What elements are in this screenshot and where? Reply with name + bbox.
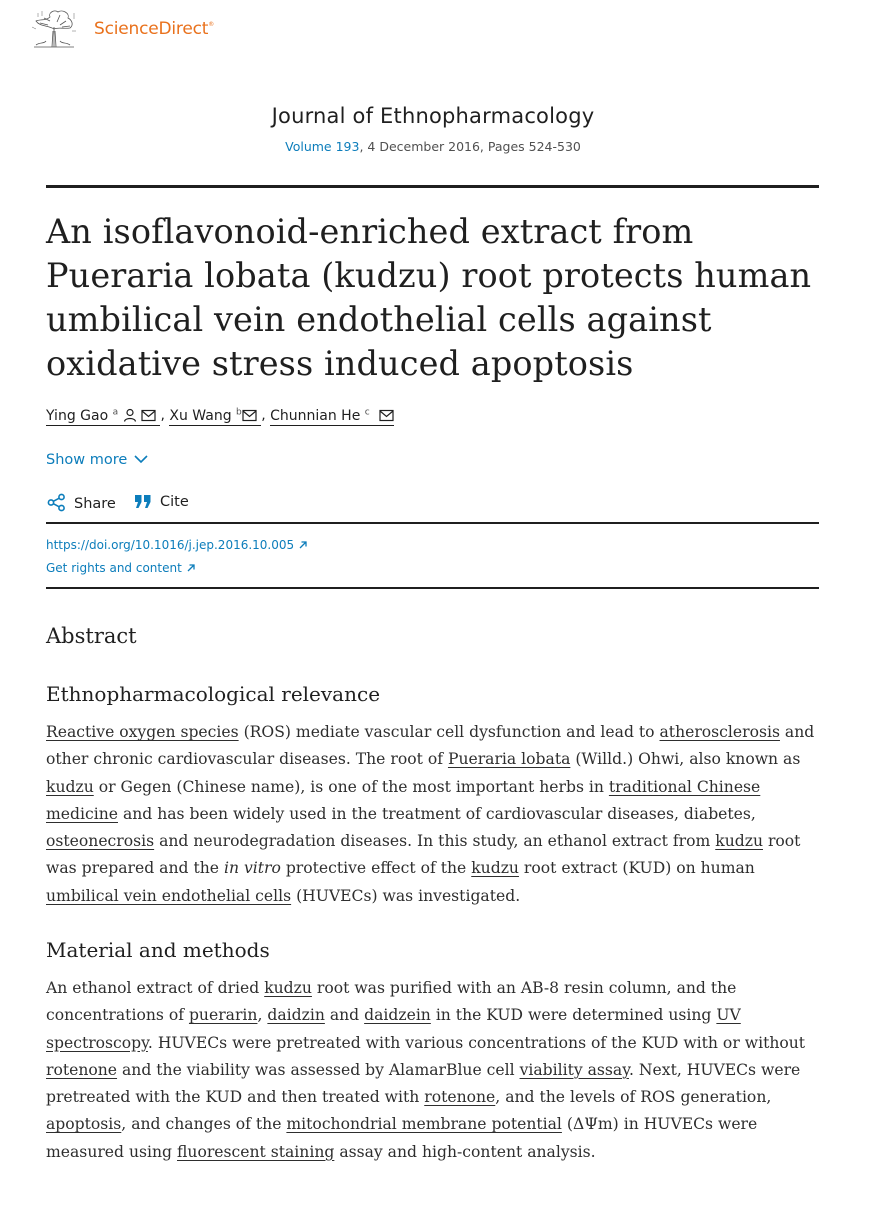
author-name: Xu Wang [169,407,232,424]
body-text: , and changes of the [121,1115,287,1134]
term-link[interactable]: kudzu [715,832,763,851]
term-link[interactable]: rotenone [46,1060,118,1079]
body-text: root was purified with an AB-8 resin column, and the concentrations of [46,979,737,1025]
cite-button[interactable] [134,493,189,510]
body-text: , and the levels of ROS generation, [495,1088,772,1107]
person-icon [123,408,137,422]
show-more-label: Show more [46,452,128,468]
author-link[interactable] [169,408,261,426]
toolbar-divider [46,522,819,524]
body-text: (Willd.) Ohwi, also known as [570,750,801,769]
links-divider [46,587,819,589]
term-link[interactable]: viability assay [519,1060,629,1079]
journal-title[interactable]: Journal of Ethnopharmacology [271,104,595,128]
body-text: assay and high-content analysis. [334,1142,596,1161]
body-text: , [257,1006,268,1025]
header-divider [46,185,819,188]
term-link[interactable]: kudzu [46,777,94,796]
show-more-button[interactable] [46,451,149,468]
author-link[interactable] [270,408,394,426]
term-link[interactable]: Reactive oxygen species [46,723,239,741]
affiliation-mark: a [112,407,119,417]
body-text: and [324,1006,365,1025]
rights-link[interactable] [46,561,196,575]
term-link[interactable]: UV spectroscopy [46,1006,741,1052]
body-text: (ΔΨm) in HUVECs were measured using [46,1115,758,1161]
sciencedirect-logo[interactable] [94,19,214,39]
body-text: or Gegen (Chinese name), is one of the most important herbs in [93,777,609,796]
rights-text: Get rights and content [46,561,182,575]
affiliation-mark: b [236,407,242,417]
external-link-icon [186,563,196,573]
body-text: in the KUD were determined using [430,1006,717,1025]
term-link[interactable]: puerarin [188,1006,258,1025]
brand-mark: ® [208,21,215,28]
author-name: Ying Gao [46,407,109,424]
term-link[interactable]: osteonecrosis [46,832,155,851]
email-icon [242,409,257,422]
abstract-heading: Abstract [46,624,137,648]
term-link[interactable]: kudzu [264,979,312,997]
doi-link[interactable] [46,538,308,552]
issue-details: , 4 December 2016, Pages 524-530 [359,139,581,154]
affiliation-mark: c [364,407,370,417]
term-link[interactable]: rotenone [424,1088,496,1107]
elsevier-tree-icon[interactable] [30,7,78,49]
term-link[interactable]: daidzin [267,1006,325,1025]
body-text: and other chronic cardiovascular diseases. The root of [46,723,815,769]
section-heading: Ethnopharmacological relevance [46,682,381,706]
body-text: and the viability was assessed by AlamarBlue cell [117,1060,520,1079]
author-separator: , [261,407,266,424]
body-text: . HUVECs were pretreated with various concentrations of the KUD with or without [147,1033,806,1052]
author-list [46,407,394,424]
term-link[interactable]: mitochondrial membrane potential [286,1115,562,1134]
share-label: Share [74,496,116,512]
section-paragraph [46,975,824,1166]
italic-text: in vitro [223,859,281,878]
body-text: root was prepared and the [46,832,801,878]
term-link[interactable]: apoptosis [46,1115,122,1134]
article-title: An isoflavonoid-enriched extract from Pueraria lobata (kudzu) root protects human umbilical vein endothelial cells against oxidative stress induced apoptosis [46,212,812,383]
term-link[interactable]: atherosclerosis [659,723,780,741]
term-link[interactable]: fluorescent staining [177,1142,335,1161]
quote-icon [134,493,152,510]
author-name: Chunnian He [270,407,361,424]
brand-name: ScienceDirect [94,19,209,39]
section-heading: Material and methods [46,938,270,962]
share-button[interactable] [47,493,116,512]
body-text: protective effect of the [280,859,472,878]
volume-link[interactable]: Volume 193 [285,139,360,154]
term-link[interactable]: traditional Chinese medicine [46,777,761,823]
body-text: and neurodegradation diseases. In this study, an ethanol extract from [154,832,716,851]
issue-info [0,139,866,154]
term-link[interactable]: umbilical vein endothelial cells [46,886,292,905]
body-text: root extract (KUD) on human [518,859,755,878]
body-text: (ROS) mediate vascular cell dysfunction and lead to [238,723,660,741]
term-link[interactable]: Pueraria lobata [447,750,571,769]
section-paragraph [46,719,824,910]
email-icon [141,409,156,422]
email-icon [379,409,394,422]
term-link[interactable]: kudzu [471,859,519,878]
body-text: An ethanol extract of dried [46,979,265,997]
body-text: and has been widely used in the treatment of cardiovascular diseases, diabetes, [117,804,756,823]
share-icon [47,493,66,512]
term-link[interactable]: daidzein [364,1006,431,1025]
body-text: . Next, HUVECs were pretreated with the KUD and then treated with [46,1060,801,1107]
author-link[interactable] [46,408,160,426]
external-link-icon [298,540,308,550]
author-separator: , [160,407,165,424]
cite-label: Cite [160,494,189,510]
chevron-down-icon [133,451,149,467]
doi-text: https://doi.org/10.1016/j.jep.2016.10.005 [46,538,295,552]
body-text: (HUVECs) was investigated. [291,886,521,905]
